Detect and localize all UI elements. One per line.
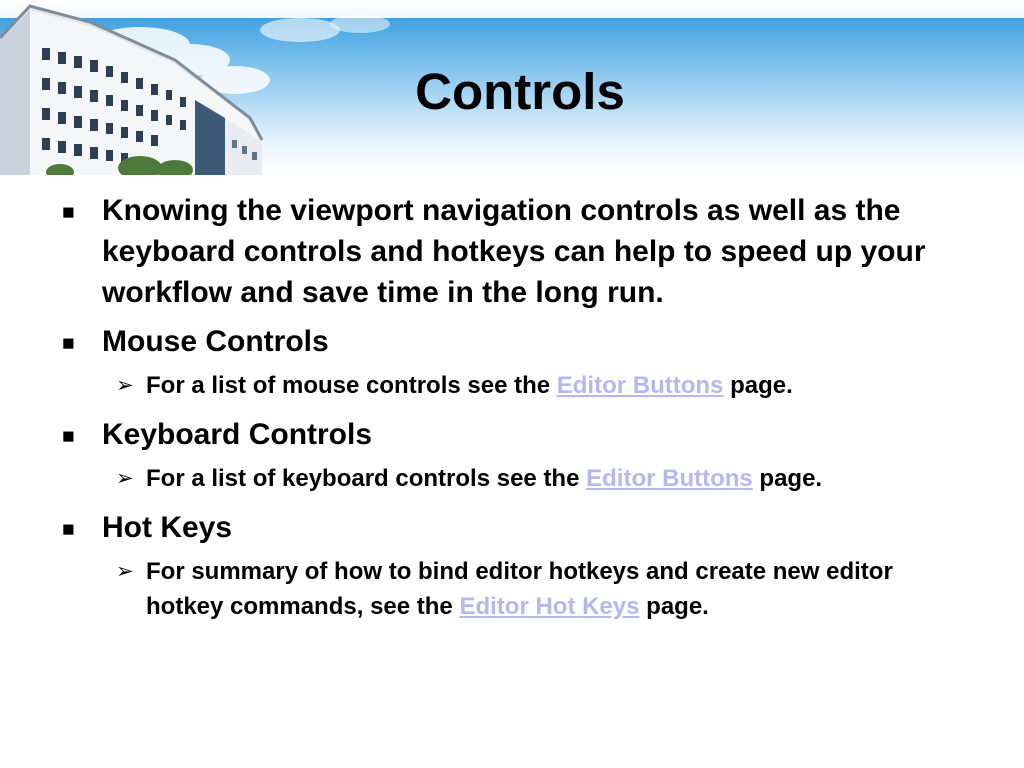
sub-bullet-item bbox=[0, 368, 1024, 403]
bullet-item bbox=[0, 190, 1024, 313]
square-bullet-icon: ■ bbox=[62, 201, 75, 224]
arrow-bullet-icon: ➢ bbox=[116, 467, 134, 490]
bullet-text: Keyboard Controls bbox=[102, 418, 373, 451]
sub-bullet-item bbox=[0, 554, 1024, 624]
bullet-item bbox=[0, 414, 1024, 455]
bullet-text: Hot Keys bbox=[102, 511, 233, 544]
arrow-bullet-icon: ➢ bbox=[116, 374, 134, 397]
bullet-text: Knowing the viewport navigation controls as well as the keyboard controls and hotkeys can help to speed up your workflow and save time in the long run. bbox=[102, 194, 926, 309]
sub-bullet-text: page. bbox=[752, 465, 823, 492]
header-banner bbox=[0, 0, 1024, 175]
square-bullet-icon: ■ bbox=[62, 518, 75, 541]
square-bullet-icon: ■ bbox=[62, 425, 75, 448]
sub-bullet-text: page. bbox=[723, 372, 793, 399]
square-bullet-icon: ■ bbox=[62, 332, 75, 355]
sub-bullet-item bbox=[0, 461, 1024, 496]
sub-bullet-text: page. bbox=[639, 593, 709, 620]
bullet-item bbox=[0, 321, 1024, 362]
editor-hot-keys-link[interactable]: Editor Hot Keys bbox=[459, 593, 640, 620]
editor-buttons-link[interactable]: Editor Buttons bbox=[556, 372, 724, 399]
slide-title: Controls bbox=[415, 63, 625, 120]
sub-bullet-text: For a list of mouse controls see the bbox=[146, 372, 557, 399]
bullet-list bbox=[0, 190, 1024, 635]
arrow-bullet-icon: ➢ bbox=[116, 560, 134, 583]
sub-bullet-text: For a list of keyboard controls see the bbox=[146, 465, 587, 492]
bullet-text: Mouse Controls bbox=[102, 325, 329, 358]
bullet-item bbox=[0, 507, 1024, 548]
sub-bullet-text: For summary of how to bind editor hotkeys and create new editor hotkey commands, see the bbox=[146, 558, 893, 620]
editor-buttons-link[interactable]: Editor Buttons bbox=[586, 465, 753, 492]
